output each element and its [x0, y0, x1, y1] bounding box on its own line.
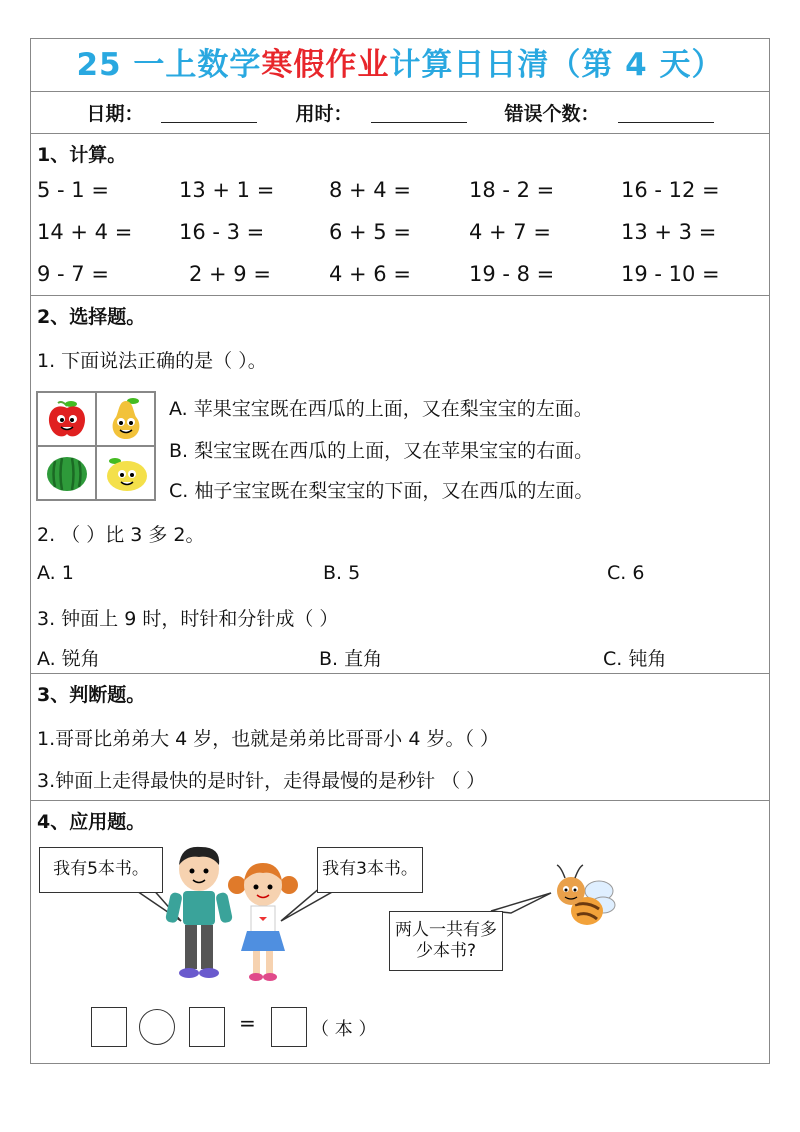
calc-item: 19 - 10 =	[621, 262, 720, 286]
answer-box-1[interactable]	[91, 1007, 127, 1047]
calc-item: 14 + 4 =	[37, 220, 133, 244]
operator-circle[interactable]	[139, 1009, 175, 1045]
section3-title: 3、判断题。	[37, 684, 146, 706]
time-label: 用时：	[295, 103, 353, 125]
title-part2: 寒假作业	[261, 47, 390, 83]
q2-option-b[interactable]: B. 5	[323, 562, 361, 584]
page-title	[31, 39, 769, 92]
q2-option-c[interactable]: C. 6	[607, 562, 645, 584]
calc-item: 4 + 7 =	[469, 220, 551, 244]
answer-box-2[interactable]	[189, 1007, 225, 1047]
q1-option-c[interactable]: C. 柚子宝宝既在梨宝宝的下面，又在西瓜的左面。	[169, 480, 594, 502]
date-label: 日期：	[86, 103, 144, 125]
apple-icon	[44, 396, 90, 442]
section2-title: 2、选择题。	[37, 306, 146, 328]
boy-speech-bubble: 我有5本书。	[39, 847, 163, 893]
calc-item: 19 - 8 =	[469, 262, 555, 286]
q1-option-b[interactable]: B. 梨宝宝既在西瓜的上面，又在苹果宝宝的右面。	[169, 440, 594, 462]
date-blank[interactable]	[161, 102, 257, 123]
judgment-item: 3.钟面上走得最快的是时针，走得最慢的是秒针 （ ）	[37, 770, 486, 792]
errors-label: 错误个数：	[504, 103, 600, 125]
pear-icon	[103, 395, 149, 443]
calc-item: 16 - 3 =	[179, 220, 265, 244]
q3-option-a[interactable]: A. 锐角	[37, 648, 100, 670]
section-choice	[31, 296, 769, 674]
section1-title: 1、计算。	[37, 144, 127, 166]
calc-item: 8 + 4 =	[329, 178, 411, 202]
girl-speech-bubble: 我有3本书。	[317, 847, 423, 893]
calc-item: 5 - 1 =	[37, 178, 109, 202]
pomelo-cell	[96, 446, 155, 500]
section-calculation	[31, 134, 769, 296]
q3-option-b[interactable]: B. 直角	[319, 648, 383, 670]
calc-grid	[31, 170, 769, 297]
calc-item: 9 - 7 =	[37, 262, 109, 286]
title-part3: 计算日日清（第 4 天）	[389, 47, 724, 83]
girl-illustration	[223, 859, 303, 983]
calc-item: 2 + 9 =	[189, 262, 271, 286]
watermelon-icon	[44, 453, 90, 493]
section-word-problem	[31, 801, 769, 1065]
bee-illustration	[543, 861, 623, 941]
section-judgment	[31, 674, 769, 801]
fruit-grid	[36, 391, 156, 501]
q2-stem: 2. （ ）比 3 多 2。	[37, 524, 205, 546]
bee-speech-bubble: 两人一共有多少本书?	[389, 911, 503, 971]
judgment-item: 1.哥哥比弟弟大 4 岁，也就是弟弟比哥哥小 4 岁。（ ）	[37, 728, 500, 750]
calc-item: 16 - 12 =	[621, 178, 720, 202]
equals-sign: =	[239, 1011, 256, 1035]
q3-option-c[interactable]: C. 钝角	[603, 648, 667, 670]
calc-item: 13 + 1 =	[179, 178, 275, 202]
calc-item: 4 + 6 =	[329, 262, 411, 286]
q1-stem: 1. 下面说法正确的是（ ）。	[37, 350, 267, 372]
apple-cell	[37, 392, 96, 446]
section4-title: 4、应用题。	[37, 811, 146, 833]
answer-box-result[interactable]	[271, 1007, 307, 1047]
errors-blank[interactable]	[618, 102, 714, 123]
q3-stem: 3. 钟面上 9 时，时针和分针成（ ）	[37, 608, 339, 630]
calc-item: 6 + 5 =	[329, 220, 411, 244]
pear-cell	[96, 392, 155, 446]
calc-item: 13 + 3 =	[621, 220, 717, 244]
calc-item: 18 - 2 =	[469, 178, 555, 202]
watermelon-cell	[37, 446, 96, 500]
meta-row	[31, 92, 769, 134]
q1-option-a[interactable]: A. 苹果宝宝既在西瓜的上面，又在梨宝宝的左面。	[169, 398, 593, 420]
time-blank[interactable]	[371, 102, 467, 123]
pomelo-icon	[101, 452, 151, 494]
worksheet	[30, 38, 770, 1064]
title-part1: 25 一上数学	[76, 47, 262, 83]
q2-option-a[interactable]: A. 1	[37, 562, 74, 584]
unit-label: （ 本 ）	[311, 1019, 377, 1040]
